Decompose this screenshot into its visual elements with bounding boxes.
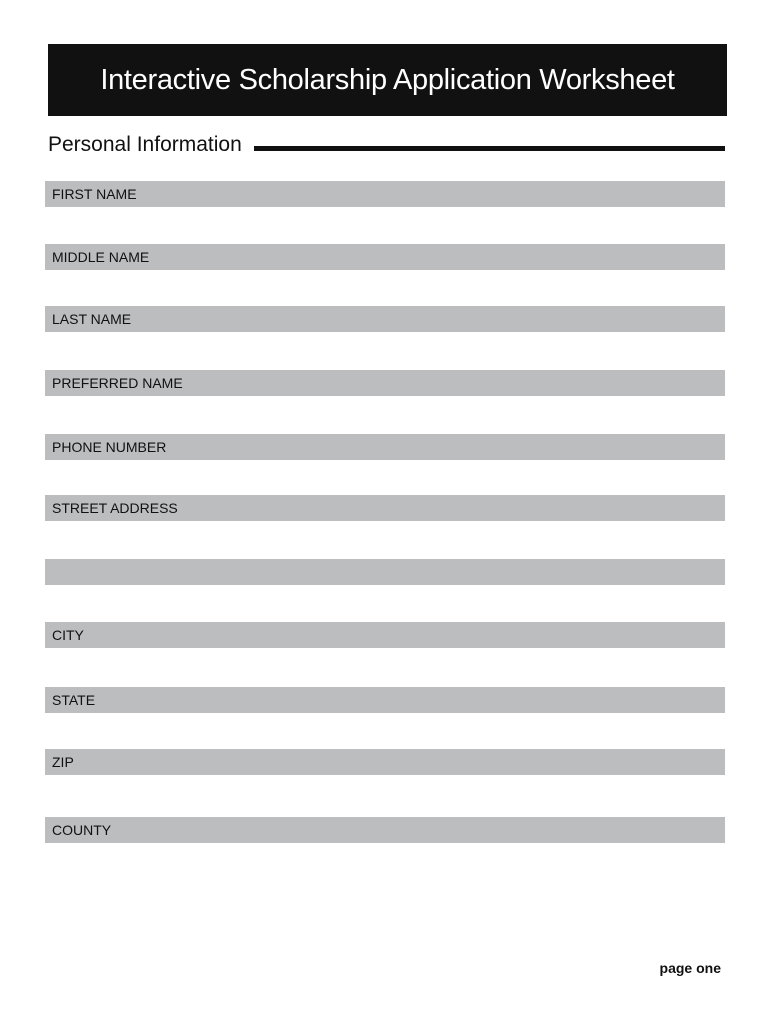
- state-field: [45, 687, 725, 745]
- street-address-line-2-field: [45, 559, 725, 617]
- title-bar: [48, 44, 727, 116]
- county-field: [45, 817, 725, 875]
- page-number: page one: [659, 960, 721, 976]
- preferred-name-input[interactable]: [45, 396, 725, 428]
- city-label: CITY: [45, 622, 725, 648]
- middle-name-input[interactable]: [45, 270, 725, 302]
- street-address-input[interactable]: [45, 521, 725, 553]
- city-input[interactable]: [45, 648, 725, 680]
- first-name-label: FIRST NAME: [45, 181, 725, 207]
- section-title: Personal Information: [48, 133, 242, 156]
- last-name-field: [45, 306, 725, 364]
- last-name-input[interactable]: [45, 332, 725, 364]
- section-divider: [254, 146, 725, 151]
- preferred-name-label: PREFERRED NAME: [45, 370, 725, 396]
- phone-number-field: [45, 434, 725, 492]
- city-field: [45, 622, 725, 680]
- street-address-line-2-input[interactable]: [45, 585, 725, 617]
- state-input[interactable]: [45, 713, 725, 745]
- phone-number-label: PHONE NUMBER: [45, 434, 725, 460]
- street-address-field: [45, 495, 725, 553]
- zip-label: ZIP: [45, 749, 725, 775]
- county-input[interactable]: [45, 843, 725, 875]
- section-header: [48, 128, 725, 162]
- street-address-line-2-label: [45, 559, 725, 585]
- street-address-label: STREET ADDRESS: [45, 495, 725, 521]
- preferred-name-field: [45, 370, 725, 428]
- middle-name-label: MIDDLE NAME: [45, 244, 725, 270]
- county-label: COUNTY: [45, 817, 725, 843]
- zip-field: [45, 749, 725, 807]
- page-title: Interactive Scholarship Application Worksheet: [100, 63, 675, 96]
- zip-input[interactable]: [45, 775, 725, 807]
- first-name-input[interactable]: [45, 207, 725, 239]
- state-label: STATE: [45, 687, 725, 713]
- first-name-field: [45, 181, 725, 239]
- phone-number-input[interactable]: [45, 460, 725, 492]
- last-name-label: LAST NAME: [45, 306, 725, 332]
- middle-name-field: [45, 244, 725, 302]
